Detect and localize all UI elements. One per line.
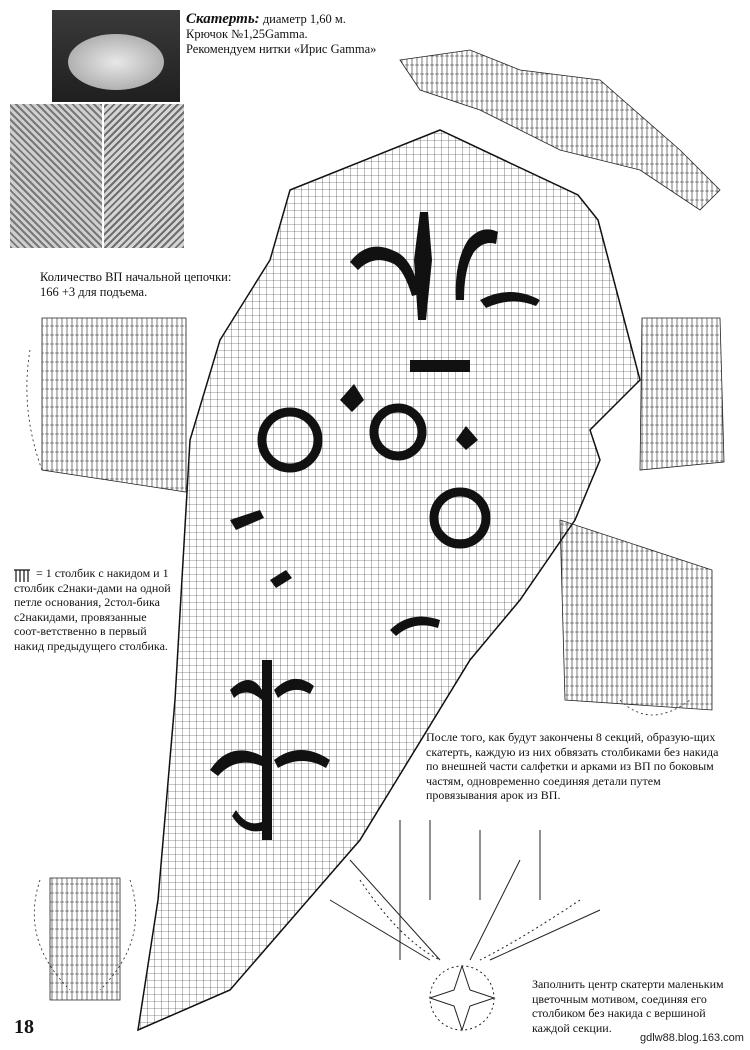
small-motif-chart bbox=[34, 878, 135, 1000]
center-note: Заполнить центр скатерти маленьким цветочным мотивом, соединяя его столбиком без накида с вершиной каждой секции. bbox=[532, 977, 724, 1035]
title-yarn: Рекомендуем нитки «Ирис Gamma» bbox=[186, 42, 377, 56]
edge-chart-left bbox=[27, 318, 186, 492]
stitch-legend-text: = 1 столбик с накидом и 1 столбик с2наки-дами на одной петле основания, 2стол-бика с2накидами, провязанные соот-ветственно в первый накид предыдущего столбика. bbox=[14, 566, 171, 653]
page-number: 18 bbox=[14, 1016, 34, 1038]
title-block bbox=[186, 12, 446, 57]
title-name: Скатерть: bbox=[186, 11, 260, 27]
chain-note: Количество ВП начальной цепочки: 166 +3 для подъема. bbox=[40, 270, 232, 299]
title-size: диаметр 1,60 м. bbox=[259, 12, 346, 26]
assembly-note: После того, как будут закончены 8 секций, образую-щих скатерть, каждую из них обвязать столбиками без накида по внешней части салфетки и арками из ВП по боковым частям, одновременно соединяя детали путем провязывания арок из ВП. bbox=[426, 730, 719, 802]
site-watermark: gdlw88.blog.163.com bbox=[640, 1032, 744, 1044]
title-hook: Крючок №1,25Gamma. bbox=[186, 27, 308, 41]
